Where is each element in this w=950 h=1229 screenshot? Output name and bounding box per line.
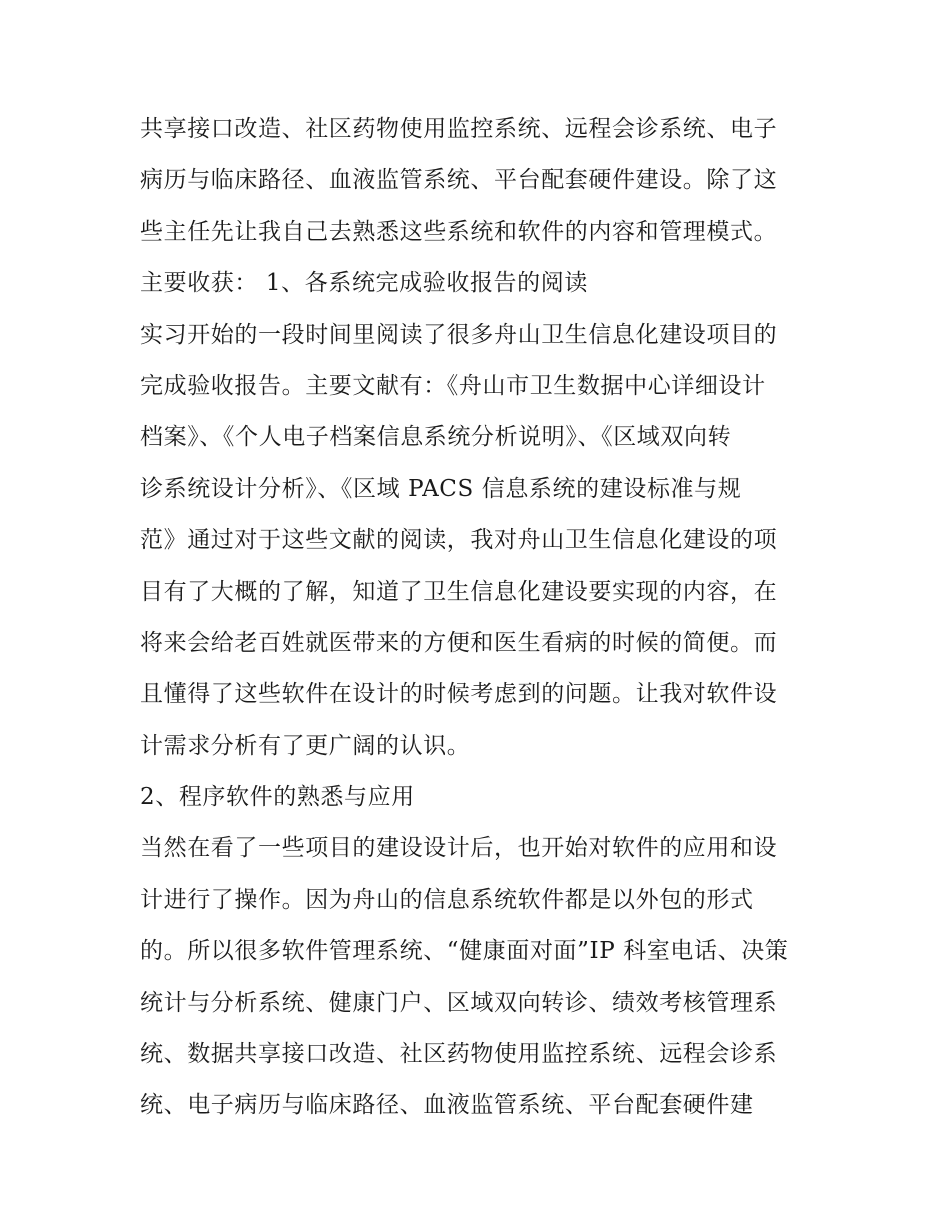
text-line: 统、数据共享接口改造、社区药物使用监控系统、远程会诊系: [140, 1041, 778, 1068]
text-line: 病历与临床路径、血液监管系统、平台配套硬件建设。除了这: [140, 167, 778, 194]
text-line: 计进行了操作。因为舟山的信息系统软件都是以外包的形式: [140, 886, 754, 913]
text-line: 范》通过对于这些文献的阅读，我对舟山卫生信息化建设的项: [140, 527, 778, 554]
section-heading-line: 主要收获： 1、各系统完成验收报告的阅读: [140, 270, 588, 297]
text-line: 计需求分析有了更广阔的认识。: [140, 732, 471, 759]
text-line: 将来会给老百姓就医带来的方便和医生看病的时候的简便。而: [140, 629, 778, 656]
text-line: 完成验收报告。主要文献有：《舟山市卫生数据中心详细设计: [140, 372, 766, 399]
text-line: 共享接口改造、社区药物使用监控系统、远程会诊系统、电子: [140, 116, 778, 142]
body-text: [140, 104, 820, 1132]
text-line: 档案》、《个人电子档案信息系统分析说明》、《区域双向转: [140, 424, 732, 451]
text-line: 统、电子病历与临床路径、血液监管系统、平台配套硬件建: [140, 1092, 754, 1119]
section-heading-line: 2、程序软件的熟悉与应用: [140, 784, 415, 811]
text-line: 统计与分析系统、健康门户、区域双向转诊、绩效考核管理系: [140, 989, 778, 1016]
text-line: 且懂得了这些软件在设计的时候考虑到的问题。让我对软件设: [140, 681, 778, 708]
text-line: 实习开始的一段时间里阅读了很多舟山卫生信息化建设项目的: [140, 321, 778, 348]
text-line: 些主任先让我自己去熟悉这些系统和软件的内容和管理模式。: [140, 218, 778, 245]
text-line: 目有了大概的了解，知道了卫生信息化建设要实现的内容，在: [140, 578, 778, 605]
text-line: 的。所以很多软件管理系统、“健康面对面”IP 科室电话、决策: [140, 938, 789, 965]
text-line: 诊系统设计分析》、《区域 PACS 信息系统的建设标准与规: [140, 475, 742, 502]
text-line: 当然在看了一些项目的建设设计后，也开始对软件的应用和设: [140, 835, 778, 862]
